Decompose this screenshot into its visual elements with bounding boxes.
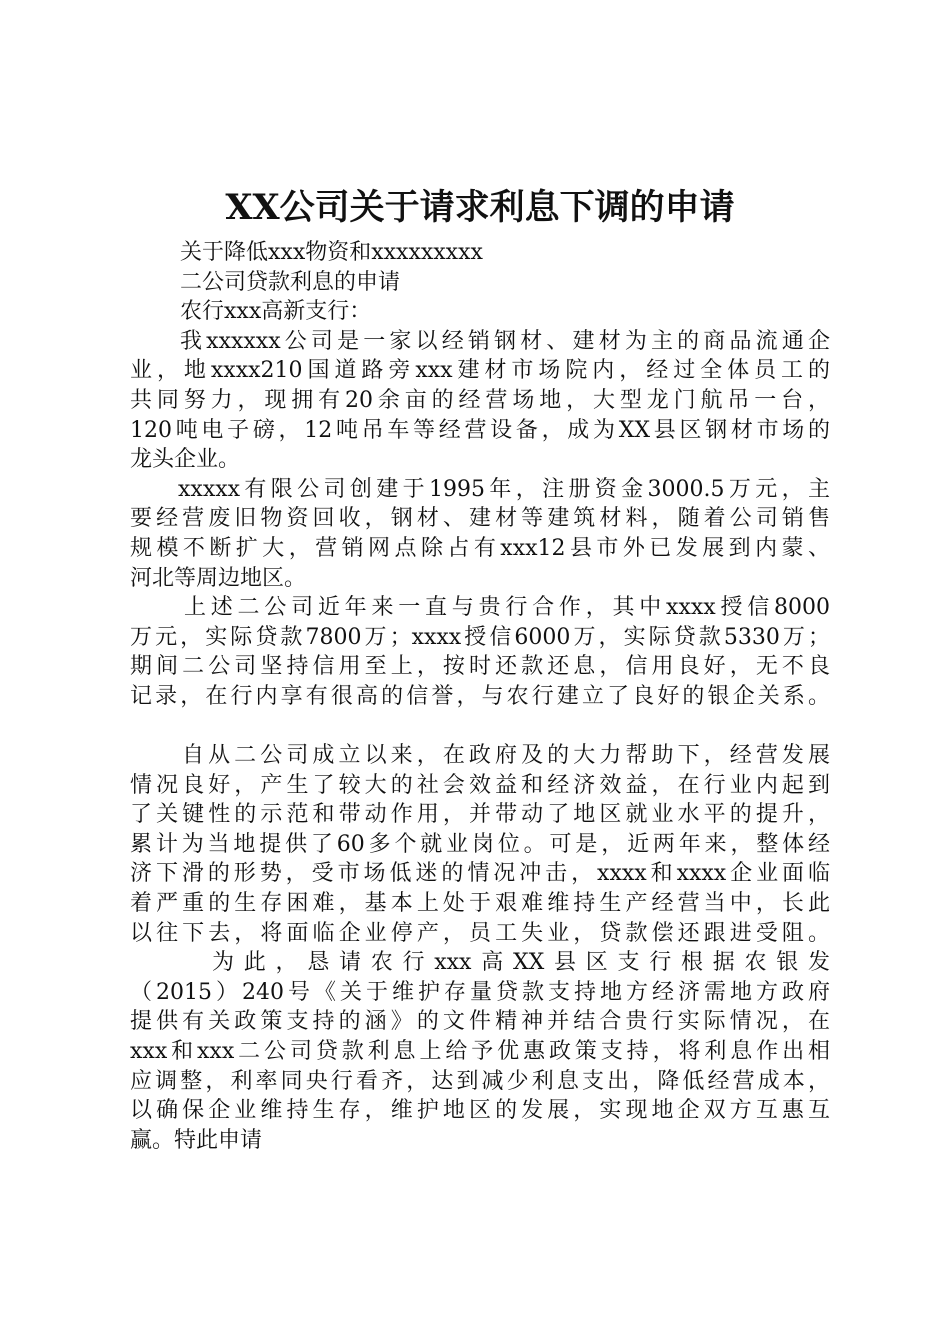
paragraph-1-line-1: 我xxxxxx公司是一家以经销钢材、建材为主的商品流通企 bbox=[180, 328, 830, 354]
paragraph-2-line-1: xxxxx有限公司创建于1995年，注册资金3000.5万元，主 bbox=[178, 476, 830, 502]
paragraph-4-line-7: 以往下去，将面临企业停产，员工失业，贷款偿还跟进受阻。 bbox=[130, 920, 830, 946]
paragraph-4-line-1: 自从二公司成立以来，在政府及的大力帮助下，经营发展 bbox=[182, 743, 830, 769]
paragraph-1-line-5: 龙头企业。 bbox=[130, 447, 241, 473]
paragraph-5-line-2: （2015）240号《关于维护存量贷款支持地方经济需地方政府 bbox=[130, 979, 830, 1005]
paragraph-5-line-5: 应调整，利率同央行看齐，达到减少利息支出，降低经营成本， bbox=[130, 1068, 830, 1094]
subject-line-2: 二公司贷款利息的申请 bbox=[180, 269, 401, 295]
paragraph-3-line-4: 记录，在行内享有很高的信誉，与农行建立了良好的银企关系。 bbox=[130, 683, 830, 709]
paragraph-4-line-2: 情况良好，产生了较大的社会效益和经济效益，在行业内起到 bbox=[130, 772, 830, 798]
paragraph-5-line-1: 为此，恳请农行xxx高XX县区支行根据农银发 bbox=[212, 950, 830, 976]
paragraph-2-line-4: 河北等周边地区。 bbox=[130, 565, 307, 591]
subject-line-1: 关于降低xxx物资和xxxxxxxxx bbox=[180, 240, 483, 265]
paragraph-4-line-6: 着严重的生存困难，基本上处于艰难维持生产经营当中，长此 bbox=[130, 891, 830, 917]
paragraph-4-line-5: 济下滑的形势，受市场低迷的情况冲击，xxxx和xxxx企业面临 bbox=[130, 861, 830, 887]
paragraph-3-line-1: 上述二公司近年来一直与贵行合作，其中xxxx授信8000 bbox=[184, 595, 830, 621]
paragraph-5-line-7: 赢。特此申请 bbox=[130, 1127, 263, 1153]
paragraph-gap bbox=[130, 712, 830, 742]
paragraph-1-line-3: 共同努力，现拥有20余亩的经营场地，大型龙门航吊一台， bbox=[130, 387, 830, 413]
paragraph-4-line-3: 了关键性的示范和带动作用，并带动了地区就业水平的提升， bbox=[130, 802, 830, 828]
paragraph-5-line-3: 提供有关政策支持的涵》的文件精神并结合贵行实际情况，在 bbox=[130, 1009, 830, 1035]
paragraph-5-line-6: 以确保企业维持生存，维护地区的发展，实现地企双方互惠互 bbox=[130, 1098, 830, 1124]
paragraph-2-line-2: 要经营废旧物资回收，钢材、建材等建筑材料，随着公司销售 bbox=[130, 506, 830, 532]
paragraph-3-line-2: 万元，实际贷款7800万；xxxx授信6000万，实际贷款5330万； bbox=[130, 624, 830, 650]
paragraph-1-line-2: 业，地xxxx210国道路旁xxx建材市场院内，经过全体员工的 bbox=[130, 358, 830, 384]
document-body bbox=[130, 238, 830, 1155]
recipient-line: 农行xxx高新支行： bbox=[180, 299, 372, 325]
paragraph-3-line-3: 期间二公司坚持信用至上，按时还款还息，信用良好，无不良 bbox=[130, 654, 830, 680]
document-title: XX公司关于请求利息下调的申请 bbox=[225, 187, 735, 228]
paragraph-2-line-3: 规模不断扩大，营销网点除占有xxx12县市外已发展到内蒙、 bbox=[130, 535, 830, 561]
paragraph-5-line-4: xxx和xxx二公司贷款利息上给予优惠政策支持，将利息作出相 bbox=[130, 1039, 830, 1065]
paragraph-4-line-4: 累计为当地提供了60多个就业岗位。可是，近两年来，整体经 bbox=[130, 831, 830, 857]
paragraph-1-line-4: 120吨电子磅，12吨吊车等经营设备，成为XX县区钢材市场的 bbox=[130, 417, 830, 443]
